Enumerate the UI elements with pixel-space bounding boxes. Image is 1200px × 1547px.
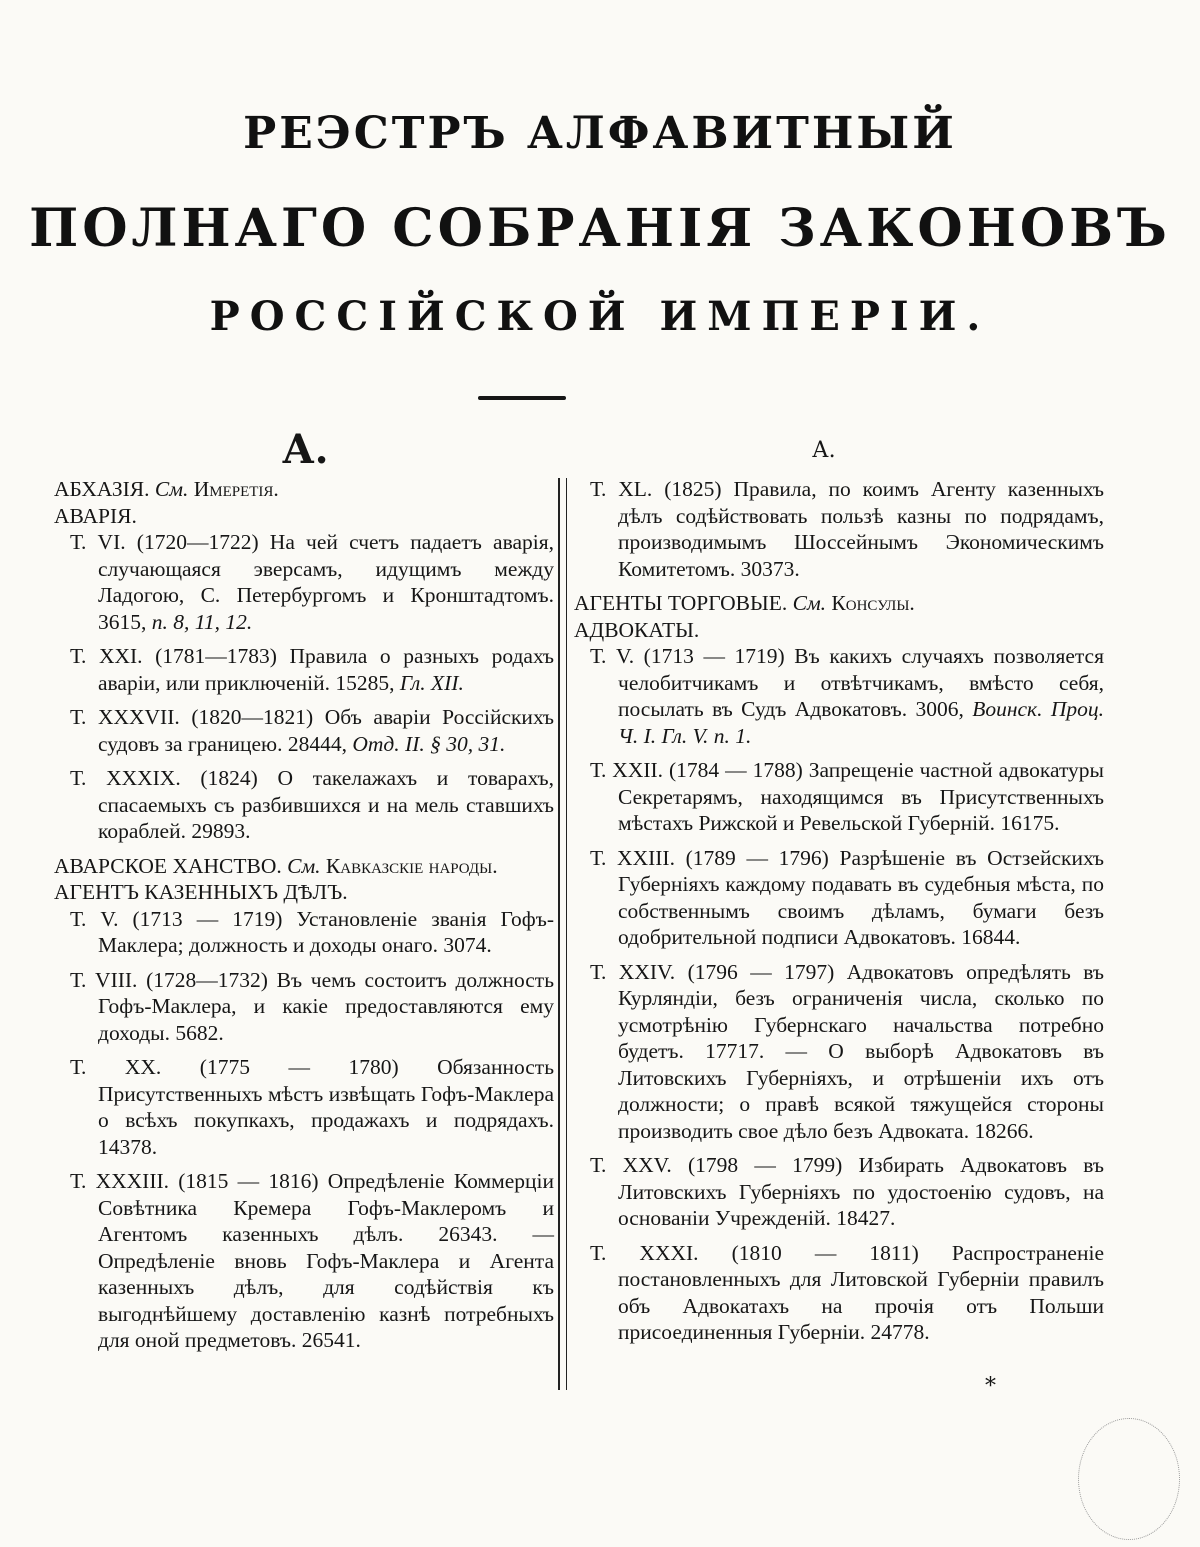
entry-citation: Отд. II. § 30, 31. <box>352 731 506 756</box>
title-rule <box>478 396 566 400</box>
left-column <box>54 476 554 1362</box>
column-divider <box>558 478 567 1390</box>
entry-citation: Воинск. Проц. Ч. I. Гл. V. п. 1. <box>618 697 1104 748</box>
heading-abkhazia <box>54 476 554 503</box>
entry: Т. XX. (1775 — 1780) Обязанность Присутственныхъ мѣстъ извѣщать Гофъ-Маклера о всѣхъ покупкахъ, продажахъ и подрядахъ. 14378. <box>70 1055 554 1159</box>
title-line-2: ПОЛНАГО СОБРАНІЯ ЗАКОНОВЪ <box>29 198 1171 259</box>
entry: Т. XXIII. (1789 — 1796) Разрѣшеніе въ Остзейскихъ Губерніяхъ каждому подавать въ судебныя мѣста, по собственнымъ своимъ дѣламъ, бумаги безъ одобрительной подписи Адвокатовъ. 16844. <box>590 845 1104 949</box>
entry-text: Т. V. (1713 — 1719) Въ какихъ случаяхъ позволяется челобитчикамъ и отвѣтчикамъ, вмѣсто себя, посылать въ Судъ Адвокатовъ. 3006, <box>590 644 1104 721</box>
see-reference: Кавказскіе народы. <box>325 853 498 878</box>
entry-citation: Гл. XII. <box>399 670 464 695</box>
entry-text: Т. VI. (1720—1722) На чей счетъ падаетъ аварія, случающаяся эверсамъ, идущимъ между Ладогою, С. Петербургомъ и Кронштадтомъ. 3615, <box>70 530 554 634</box>
right-column <box>574 476 1104 1354</box>
entry <box>54 704 554 757</box>
see-reference: Имеретія. <box>193 477 279 501</box>
asterisk-mark: * <box>985 1374 996 1399</box>
heading-text: АВАРСКОЕ ХАНСТВО. <box>54 853 282 878</box>
heading-text: АГЕНТЫ ТОРГОВЫЕ. <box>574 591 788 615</box>
left-column-letter: А. <box>282 426 329 473</box>
library-stamp <box>1078 1418 1180 1540</box>
see-label: См. <box>154 477 189 501</box>
entry: Т. XXII. (1784 — 1788) Запрещеніе частной адвокатуры Секретарямъ, находящимся въ Присутственныхъ мѣстахъ Рижской и Ревельской Губерній. 16175. <box>590 758 1104 835</box>
see-reference: Консулы. <box>831 591 915 615</box>
entry: Т. XXXI. (1810 — 1811) Распространеніе постановленныхъ для Литовской Губерніи правилъ объ Адвокатахъ на прочія отъ Польши присоединенныя Губерніи. 24778. <box>590 1240 1104 1344</box>
entry <box>54 529 554 635</box>
entry: Т. XXXIX. (1824) О такелажахъ и товарахъ, спасаемыхъ съ разбившихся и на мель ставшихъ кораблей. 29893. <box>70 766 554 843</box>
see-label: См. <box>287 853 321 878</box>
heading-agenty-torgovye <box>574 590 1104 617</box>
entry-citation: п. 8, 11, 12. <box>151 609 253 634</box>
entry: Т. V. (1713 — 1719) Установленіе званія Гофъ-Маклера; должность и доходы онаго. 3074. <box>70 906 554 957</box>
entry: Т. VIII. (1728—1732) Въ чемъ состоитъ должность Гофъ-Маклера, и какіе предоставляются ему доходы. 5682. <box>70 967 554 1045</box>
entry-text: Т. XXI. (1781—1783) Правила о разныхъ родахъ аваріи, или приключеній. 15285, <box>70 644 554 695</box>
entry: Т. XXIV. (1796 — 1797) Адвокатовъ опредѣлять въ Курляндіи, безъ ограниченія числа, сколько по усмотрѣнію Губернскаго начальства потребно будетъ. 17717. — О выборѣ Адвокатовъ въ Литовскихъ Губерніяхъ, и отрѣшеніи ихъ отъ должности; о правѣ всякой тяжущейся стороны производить свое дѣло безъ Адвоката. 18266. <box>590 959 1104 1143</box>
entry: Т. XXXIII. (1815 — 1816) Опредѣленіе Коммерціи Совѣтника Кремера Гофъ-Маклеромъ и Агентомъ казенныхъ дѣлъ. 26343. — Опредѣленіе вновь Гофъ-Маклера и Агента казенныхъ дѣлъ, для содѣйствія къ выгоднѣйшему доставленію казнѣ потребныхъ для оной предметовъ. 26541. <box>70 1169 554 1352</box>
heading-agent: АГЕНТЪ КАЗЕННЫХЪ ДѢЛЪ. <box>54 880 348 904</box>
entry: Т. XL. (1825) Правила, по коимъ Агенту казенныхъ дѣлъ содѣйствовать пользѣ казны по подрядамъ, производимымъ Шоссейнымъ Экономическимъ Комитетомъ. 30373. <box>590 477 1104 581</box>
title-line-3: РОССІЙСКОЙ ИМПЕРІИ. <box>209 293 991 340</box>
right-column-letter: А. <box>812 438 836 463</box>
heading-avarskoe-khanstvo <box>54 853 554 880</box>
heading-avaria: АВАРІЯ. <box>54 503 137 528</box>
entry <box>574 643 1104 749</box>
heading-advokaty: АДВОКАТЫ. <box>574 617 700 642</box>
see-label: См. <box>792 591 827 615</box>
entry: Т. XXV. (1798 — 1799) Избирать Адвокатовъ въ Литовскихъ Губерніяхъ по удостоенію судовъ, на основаніи Учрежденій. 18427. <box>590 1153 1104 1230</box>
heading-text: АБХАЗІЯ. <box>54 477 150 501</box>
entry <box>54 643 554 696</box>
title-line-1: РЕЭСТРЪ АЛФАВИТНЫЙ <box>243 108 957 159</box>
entry-text: Т. XXXVII. (1820—1821) Объ аваріи Россійскихъ судовъ за границею. 28444, <box>70 705 554 756</box>
